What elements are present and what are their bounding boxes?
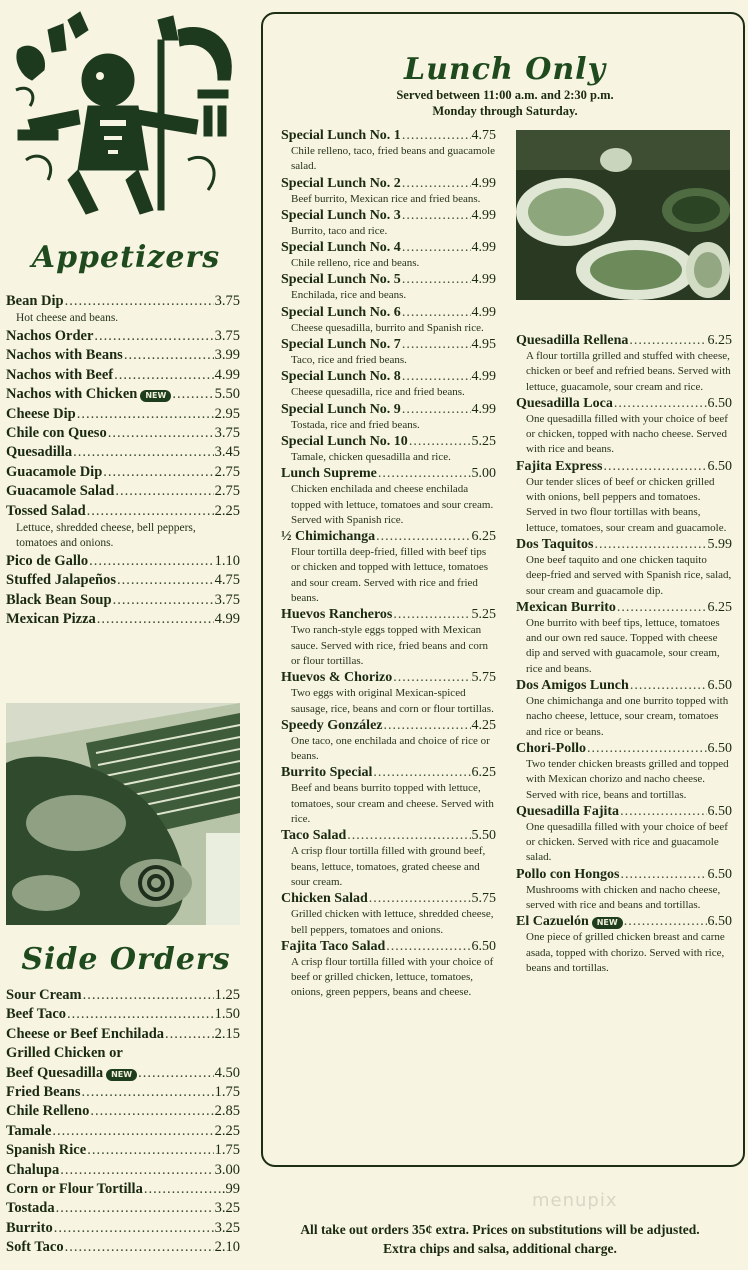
menu-item-name: Burrito Special — [281, 765, 373, 781]
dot-leader — [402, 271, 471, 288]
menu-item — [516, 599, 732, 677]
menu-item — [281, 368, 496, 400]
dot-leader — [117, 571, 214, 590]
menu-item-description: Chicken enchilada and cheese enchilada topped with lettuce, tomatoes and sour cream. Served with Spanish rice. — [291, 483, 494, 526]
menu-item-name: Special Lunch No. 10 — [281, 433, 408, 449]
menu-item-price: 4.99 — [471, 369, 496, 385]
menu-item-description: A crisp flour tortilla filled with ground beef, beans, lettuce, tomatoes, grated cheese and sour cream. — [291, 845, 486, 888]
menu-item — [6, 1102, 240, 1121]
dot-leader — [614, 395, 707, 412]
dot-leader — [82, 1083, 214, 1102]
menu-item-price: 2.15 — [214, 1025, 240, 1042]
menu-item-name: Black Bean Soup — [6, 591, 112, 608]
menu-item-description: Chile relleno, rice and beans. — [291, 257, 420, 270]
menu-item-description: One quesadilla filled with your choice of beef or chicken. Served with rice and guacamole salad. — [526, 820, 728, 864]
menu-item-price: 5.99 — [707, 536, 732, 552]
dot-leader — [594, 536, 706, 553]
menu-item-price: 4.99 — [471, 401, 496, 417]
dot-leader — [402, 127, 471, 144]
dot-leader — [393, 669, 470, 686]
menu-item — [281, 938, 496, 1001]
menu-item-description: One beef taquito and one chicken taquito deep-fried and served with Spanish rice, salad, sour cream and guacamole dip. — [526, 553, 732, 597]
menu-item-price: 6.25 — [707, 333, 732, 348]
dot-leader — [65, 292, 214, 311]
menu-item-price: 5.50 — [214, 386, 240, 403]
menu-item-name: Special Lunch No. 2 — [281, 175, 401, 191]
menu-item-description: One burrito with beef tips, lettuce, tomatoes and our own red sauce. Topped with cheese dip and served with guacamole, sour cream, rice and beans. — [526, 616, 720, 675]
menu-item-price: 1.10 — [214, 552, 240, 569]
dot-leader — [97, 610, 214, 629]
menu-item-name: Guacamole Dip — [6, 463, 103, 480]
menu-item-name: Special Lunch No. 6 — [281, 304, 401, 320]
menu-item — [281, 606, 496, 669]
menu-item-price: 6.25 — [471, 529, 496, 545]
menu-item-name: Fried Beans — [6, 1084, 81, 1101]
menu-item — [6, 385, 240, 404]
menu-item-price: 5.75 — [471, 670, 496, 686]
dot-leader — [138, 1064, 214, 1083]
menu-item-name: Grilled Chicken or — [6, 1045, 123, 1062]
menu-item-name: Stuffed Jalapeños — [6, 572, 116, 589]
menu-item-price: 6.50 — [707, 914, 732, 930]
menu-item-price: 3.75 — [214, 327, 240, 344]
menu-item-price: 6.25 — [707, 599, 732, 615]
menu-item-description: One chimichanga and one burrito topped with nacho cheese, lettuce, sour cream, tomatoes and rice or beans. — [526, 695, 729, 738]
menu-item-description: Our tender slices of beef or chicken grilled with onions, bell peppers and tomatoes. Served in two flour tortillas with beans, lettuce, tomatoes, sour cream and guacamole. — [526, 475, 727, 534]
menu-item-description: Cheese quesadilla, burrito and Spanish rice. — [291, 321, 484, 334]
dot-leader — [630, 677, 707, 694]
dot-leader — [624, 913, 707, 930]
menu-item-price: 3.75 — [214, 293, 240, 309]
menu-item-description: Beef burrito, Mexican rice and fried beans. — [291, 192, 481, 205]
lunch-days: Monday through Saturday. — [432, 104, 578, 118]
menu-item-description: One piece of grilled chicken breast and carne asada, topped with chorizo. Served with rice, beans and tortillas. — [526, 931, 725, 974]
menu-item-price: 6.50 — [471, 938, 496, 954]
dot-leader — [94, 327, 213, 346]
menu-item-price: 3.25 — [214, 1219, 240, 1236]
dot-leader — [386, 938, 470, 955]
menu-item-name: Pico de Gallo — [6, 552, 89, 569]
dot-leader — [52, 1122, 213, 1141]
menu-item-description: Chile relleno, taco, fried beans and guacamole salad. — [291, 145, 496, 173]
menu-item-name: Huevos Rancheros — [281, 607, 393, 623]
menu-item — [281, 465, 496, 528]
menu-item — [6, 1064, 240, 1083]
menu-item-price: 1.50 — [214, 1006, 240, 1023]
dot-leader — [402, 368, 471, 385]
menu-item — [6, 610, 240, 629]
menu-item — [6, 1122, 240, 1141]
dot-leader — [90, 1102, 213, 1121]
lunch-right-column — [516, 332, 732, 976]
dot-leader — [617, 599, 707, 616]
menu-item-price: 2.75 — [214, 463, 240, 480]
menu-item-price: 5.25 — [471, 433, 496, 449]
menu-item — [281, 433, 496, 465]
footer-line-2: Extra chips and salsa, additional charge. — [383, 1241, 617, 1256]
pyramid-ruins-photo — [6, 703, 240, 925]
menu-item — [6, 424, 240, 443]
menu-item-name: Bean Dip — [6, 293, 64, 309]
menu-item-name: Beef Quesadilla — [6, 1064, 104, 1081]
menu-item — [6, 1044, 240, 1063]
menu-item-description: Tamale, chicken quesadilla and rice. — [291, 450, 451, 463]
menu-item-price: 6.50 — [707, 678, 732, 694]
menu-item-price: 2.85 — [214, 1103, 240, 1120]
dot-leader — [172, 385, 213, 404]
menu-item-name: Fajita Express — [516, 458, 603, 474]
menu-item-price: .99 — [221, 1181, 240, 1198]
menu-item — [281, 401, 496, 433]
new-badge: NEW — [140, 390, 171, 402]
menu-item-price: 4.25 — [471, 717, 496, 733]
menu-item-name: Chori-Pollo — [516, 740, 586, 756]
menu-item-price: 5.25 — [471, 607, 496, 623]
menu-item-name: Special Lunch No. 7 — [281, 337, 401, 353]
menu-item — [516, 395, 732, 458]
menu-item — [516, 536, 732, 599]
dot-leader — [373, 764, 470, 781]
menu-item-price: 4.99 — [471, 207, 496, 223]
menu-item — [281, 528, 496, 606]
dot-leader — [103, 463, 213, 482]
menu-item-name: El Cazuelón — [516, 914, 589, 930]
side-orders-heading: Side Orders — [21, 942, 231, 977]
menu-item-name: Chicken Salad — [281, 891, 368, 907]
menu-item-name: Mexican Burrito — [516, 599, 616, 615]
dot-leader — [402, 401, 471, 418]
dot-leader — [54, 1219, 214, 1238]
footer-line-1: All take out orders 35¢ extra. Prices on substitutions will be adjusted. — [300, 1222, 700, 1237]
menu-item-price: 6.50 — [707, 458, 732, 474]
dot-leader — [73, 443, 214, 462]
menu-item-price: 3.00 — [214, 1161, 240, 1178]
menu-item-name: Tossed Salad — [6, 502, 86, 519]
left-column — [0, 0, 252, 1270]
menu-item-name: Nachos with Beef — [6, 366, 114, 383]
dot-leader — [115, 482, 213, 501]
menu-item-name: Quesadilla Fajita — [516, 803, 620, 819]
menu-item — [281, 669, 496, 717]
new-badge: NEW — [106, 1069, 137, 1081]
dot-leader — [108, 424, 214, 443]
menu-item-name: Special Lunch No. 8 — [281, 369, 401, 385]
dot-leader — [587, 740, 707, 757]
menu-item — [516, 866, 732, 914]
menu-item-price: 2.95 — [214, 405, 240, 422]
menu-item-name: Huevos & Chorizo — [281, 670, 393, 686]
menu-item-description: Two ranch-style eggs topped with Mexican sauce. Served with rice, fried beans and corn or flour tortillas. — [291, 624, 489, 667]
menu-item-description: Two eggs with original Mexican-spiced sausage, rice, beans and corn or flour tortillas. — [291, 687, 494, 715]
dot-leader — [113, 591, 214, 610]
menu-item — [281, 336, 496, 368]
dot-leader — [409, 433, 471, 450]
menu-item-name: Fajita Taco Salad — [281, 938, 386, 954]
menu-item-description: Enchilada, rice and beans. — [291, 289, 407, 302]
menu-item-name: Chile Relleno — [6, 1103, 90, 1120]
menu-item-price: 6.50 — [707, 395, 732, 411]
menu-item-description: Lettuce, shredded cheese, bell peppers, tomatoes and onions. — [16, 521, 196, 550]
menu-item-name: Spanish Rice — [6, 1142, 87, 1159]
menu-item-name: Special Lunch No. 1 — [281, 128, 401, 143]
appetizers-list — [6, 292, 240, 630]
menu-item-price: 1.75 — [214, 1084, 240, 1101]
menu-item-price: 4.50 — [214, 1064, 240, 1081]
dot-leader — [376, 528, 470, 545]
menu-item-price: 4.99 — [471, 304, 496, 320]
menu-item-price: 6.50 — [707, 803, 732, 819]
menu-item — [281, 127, 496, 175]
menu-item-price: 3.75 — [214, 591, 240, 608]
dot-leader — [620, 803, 706, 820]
menu-item-name: Speedy González — [281, 717, 383, 733]
menu-item-description: One taco, one enchilada and choice of rice or beans. — [291, 734, 490, 763]
lunch-plate-photo — [516, 130, 730, 300]
menu-item-price: 1.25 — [214, 987, 240, 1003]
menu-item-description: Cheese quesadilla, rice and fried beans. — [291, 386, 465, 399]
dot-leader — [393, 606, 470, 623]
menu-item-description: Grilled chicken with lettuce, shredded cheese, bell peppers, tomatoes and onions. — [291, 908, 494, 936]
lunch-only-title: Lunch Only — [403, 52, 606, 87]
watermark: menupix — [532, 1190, 618, 1211]
menu-item — [6, 986, 240, 1005]
dot-leader — [402, 207, 471, 224]
menu-item-description: Tostada, rice and fried beans. — [291, 418, 420, 431]
dot-leader — [402, 239, 471, 256]
dot-leader — [620, 866, 706, 883]
side-orders-list — [6, 986, 240, 1258]
menu-item — [281, 239, 496, 271]
menu-item-price: 6.25 — [471, 765, 496, 781]
menu-item-name: Burrito — [6, 1219, 53, 1236]
menu-item-description: Burrito, taco and rice. — [291, 224, 388, 237]
menu-item-price: 3.99 — [214, 347, 240, 364]
menu-item — [516, 740, 732, 803]
menu-item-price: 6.50 — [707, 866, 732, 882]
menu-item-price: 4.99 — [214, 611, 240, 628]
menu-item — [6, 552, 240, 571]
dot-leader — [378, 465, 471, 482]
lunch-only-panel — [261, 12, 745, 1167]
menu-item-name: Special Lunch No. 5 — [281, 272, 401, 288]
menu-item — [516, 332, 732, 395]
menu-item-name: Special Lunch No. 4 — [281, 240, 401, 256]
menu-item-name: Dos Amigos Lunch — [516, 678, 629, 694]
menu-item — [6, 1025, 240, 1044]
menu-item — [281, 175, 496, 207]
new-badge: NEW — [592, 917, 623, 929]
menu-item-name: Quesadilla Rellena — [516, 333, 629, 348]
dot-leader — [56, 1199, 214, 1218]
menu-item-description: Taco, rice and fried beans. — [291, 354, 407, 367]
menu-item — [516, 677, 732, 740]
menu-item — [6, 292, 240, 327]
menu-item-price: 2.75 — [214, 483, 240, 500]
menu-item — [281, 271, 496, 303]
footer-note — [252, 1220, 748, 1258]
menu-item — [6, 1083, 240, 1102]
menu-item — [6, 502, 240, 552]
menu-item-description: Flour tortilla deep-fried, filled with beef tips or chicken and topped with lettuce, tomatoes and sour cream. Served with rice and fried beans. — [291, 546, 489, 605]
menu-item-name: Pollo con Hongos — [516, 866, 620, 882]
menu-item-price: 5.50 — [471, 828, 496, 844]
menu-item-name: Quesadilla — [6, 444, 73, 461]
menu-item — [281, 827, 496, 890]
dot-leader — [603, 458, 706, 475]
menu-item-description: Beef and beans burrito topped with lettuce, tomatoes, sour cream and cheese. Served with rice. — [291, 782, 494, 826]
menu-item-name: Tostada — [6, 1200, 55, 1217]
menu-item-price: 2.10 — [214, 1239, 240, 1256]
dot-leader — [144, 1180, 221, 1199]
menu-item — [281, 717, 496, 765]
menu-item — [6, 1180, 240, 1199]
dot-leader — [347, 827, 470, 844]
menu-item — [6, 482, 240, 501]
menu-item — [281, 764, 496, 827]
menu-item — [6, 346, 240, 365]
menu-item-name: Cheese Dip — [6, 405, 76, 422]
dot-leader — [124, 346, 214, 365]
menu-item-price: 4.75 — [471, 128, 496, 143]
menu-item-name: Beef Taco — [6, 1006, 67, 1023]
menu-item-price: 4.99 — [471, 175, 496, 191]
menu-item-price: 4.95 — [471, 337, 496, 353]
menu-item-price: 1.75 — [214, 1142, 240, 1159]
menu-item — [6, 1199, 240, 1218]
menu-item — [6, 1219, 240, 1238]
dot-leader — [402, 304, 471, 321]
menu-item-name: Nachos with Chicken — [6, 386, 138, 403]
menu-item-description: Two tender chicken breasts grilled and topped with Mexican chorizo and nacho cheese. Served with rice, beans and tortillas. — [526, 757, 729, 801]
menu-item-name: Cheese or Beef Enchilada — [6, 1025, 165, 1042]
lunch-left-column — [281, 127, 496, 1001]
menu-item-name: Chalupa — [6, 1161, 60, 1178]
menu-item-price: 2.25 — [214, 502, 240, 519]
menu-item — [516, 913, 732, 976]
menu-item-name: Tamale — [6, 1122, 52, 1139]
dot-leader — [114, 366, 213, 385]
menu-item-price: 5.00 — [471, 466, 496, 482]
dot-leader — [87, 502, 214, 521]
menu-item-name: Special Lunch No. 9 — [281, 401, 401, 417]
menu-item-name: ½ Chimichanga — [281, 529, 376, 545]
dot-leader — [65, 1238, 214, 1257]
menu-item-price: 4.99 — [214, 366, 240, 383]
dot-leader — [87, 1141, 213, 1160]
menu-item — [6, 591, 240, 610]
menu-item-name: Guacamole Salad — [6, 483, 115, 500]
menu-item-name: Lunch Supreme — [281, 466, 377, 482]
menu-item — [6, 1238, 240, 1257]
menu-item — [6, 571, 240, 590]
menu-item — [281, 890, 496, 938]
menu-item — [6, 443, 240, 462]
dot-leader — [165, 1025, 214, 1044]
menu-item-name: Special Lunch No. 3 — [281, 207, 401, 223]
menu-item-price: 3.75 — [214, 424, 240, 441]
menu-item — [6, 1161, 240, 1180]
dot-leader — [402, 336, 471, 353]
menu-item-name: Nachos Order — [6, 327, 94, 344]
lunch-hours: Served between 11:00 a.m. and 2:30 p.m. — [396, 88, 614, 102]
dot-leader — [402, 175, 471, 192]
menu-item-description: Mushrooms with chicken and nacho cheese, served with rice and beans and tortillas. — [526, 883, 721, 912]
menu-item — [6, 327, 240, 346]
dot-leader — [77, 405, 214, 424]
menu-item-name: Quesadilla Loca — [516, 395, 613, 411]
menu-item-price: 3.25 — [214, 1200, 240, 1217]
menu-item — [6, 1141, 240, 1160]
menu-item-price: 5.75 — [471, 891, 496, 907]
menu-item-name: Nachos with Beans — [6, 347, 123, 364]
menu-item — [6, 1005, 240, 1024]
menu-item — [281, 304, 496, 336]
dot-leader — [629, 332, 706, 349]
menu-item-price: 4.75 — [214, 572, 240, 589]
dot-leader — [67, 1005, 214, 1024]
dot-leader — [369, 890, 471, 907]
menu-item-name: Dos Taquitos — [516, 536, 594, 552]
menu-item-name: Mexican Pizza — [6, 611, 96, 628]
menu-item-name: Sour Cream — [6, 987, 82, 1003]
menu-item — [6, 405, 240, 424]
menu-item-name: Taco Salad — [281, 828, 347, 844]
dot-leader — [83, 986, 214, 1005]
menu-item-description: One quesadilla filled with your choice of beef or chicken, topped with nacho cheese. Served with rice and beans. — [526, 412, 728, 456]
menu-item — [6, 366, 240, 385]
menu-item — [6, 463, 240, 482]
dot-leader — [89, 552, 213, 571]
aztec-warrior-illustration — [8, 10, 240, 220]
menu-item-price: 3.45 — [214, 444, 240, 461]
menu-item-description: A flour tortilla grilled and stuffed with cheese, chicken or beef and refried beans. Served with lettuce, guacamole, sour cream and rice. — [526, 350, 731, 393]
dot-leader — [60, 1161, 213, 1180]
appetizers-heading: Appetizers — [31, 240, 221, 275]
menu-item-description: Hot cheese and beans. — [16, 312, 119, 325]
menu-item — [281, 207, 496, 239]
menu-item-price: 4.99 — [471, 240, 496, 256]
menu-item-name: Corn or Flour Tortilla — [6, 1181, 143, 1198]
menu-item-description: A crisp flour tortilla filled with your choice of beef or grilled chicken, lettuce, tomatoes, onions, green peppers, beans and cheese. — [291, 955, 494, 999]
menu-item-name: Soft Taco — [6, 1239, 64, 1256]
menu-item — [516, 803, 732, 866]
menu-item-price: 4.99 — [471, 272, 496, 288]
menu-item-name: Chile con Queso — [6, 424, 107, 441]
menu-item-price: 6.50 — [707, 740, 732, 756]
menu-item — [516, 458, 732, 536]
menu-item-price: 2.25 — [214, 1122, 240, 1139]
dot-leader — [384, 717, 471, 734]
